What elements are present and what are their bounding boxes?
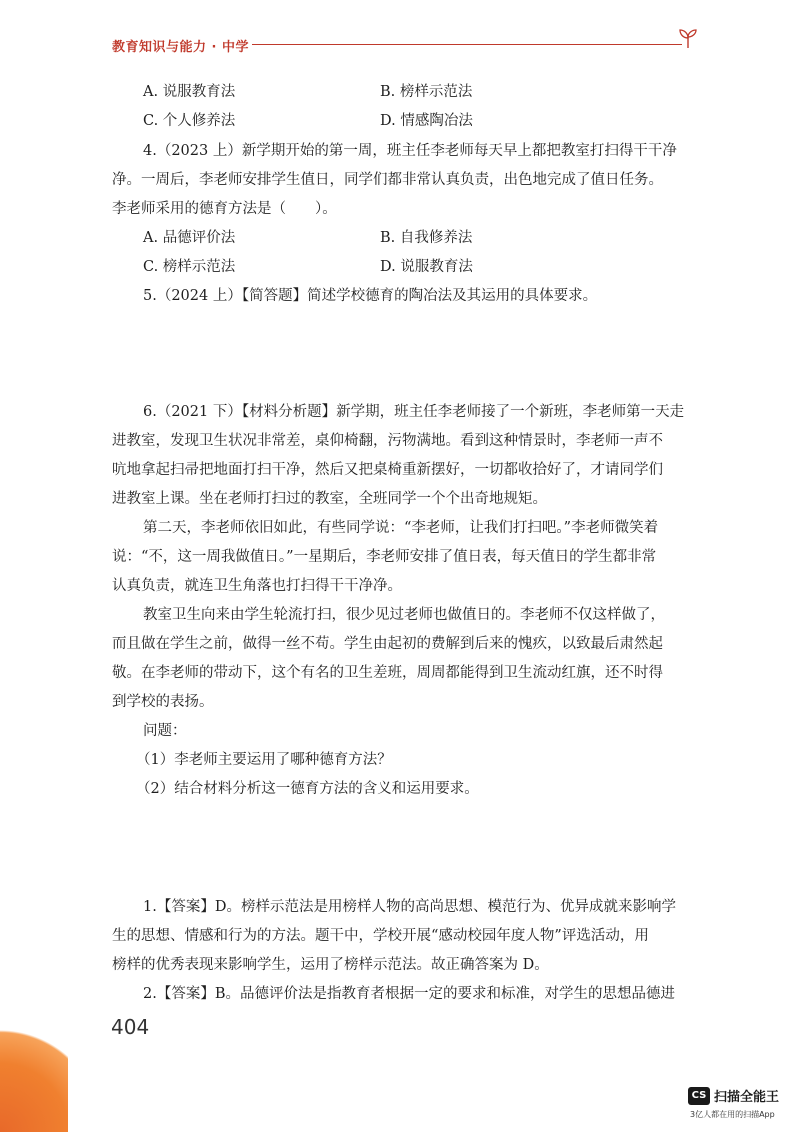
question-6-line: 而且做在学生之前，做得一丝不苟。学生由起初的费解到后来的愧疚，以致最后肃然起 — [112, 636, 663, 652]
question-6-line: 进教室，发现卫生状况非常差，桌仰椅翻，污物满地。看到这种情景时，李老师一声不 — [112, 433, 663, 449]
sprout-icon — [676, 26, 700, 50]
answer-1-line: 1.【答案】D。榜样示范法是用榜样人物的高尚思想、模范行为、优异成就来影响学 — [143, 899, 676, 915]
question-6-line: 到学校的表扬。 — [112, 694, 214, 710]
option-d: D. 说服教育法 — [380, 259, 473, 275]
question-label: 问题： — [143, 723, 187, 739]
question-6-line: 吭地拿起扫帚把地面打扫干净，然后又把桌椅重新摆好，一切都收拾好了，才请同学们 — [112, 462, 663, 478]
option-d: D. 情感陶冶法 — [380, 113, 473, 129]
answer-1-line: 生的思想、情感和行为的方法。题干中，学校开展“感动校园年度人物”评选活动，用 — [112, 928, 649, 944]
question-6-line: 敬。在李老师的带动下，这个有名的卫生差班，周周都能得到卫生流动红旗，还不时得 — [112, 665, 663, 681]
option-b: B. 榜样示范法 — [380, 84, 473, 100]
camscanner-logo-icon: CS — [688, 1087, 710, 1105]
question-4-line: 李老师采用的德育方法是（ ）。 — [112, 201, 337, 217]
page-number: 404 — [111, 1015, 150, 1039]
option-b: B. 自我修养法 — [380, 230, 473, 246]
option-c: C. 榜样示范法 — [143, 259, 236, 275]
answer-2-line: 2.【答案】B。品德评价法是指教育者根据一定的要求和标准，对学生的思想品德进 — [143, 986, 675, 1002]
running-header: 教育知识与能力 · 中学 — [112, 40, 249, 55]
question-6-line: 教室卫生向来由学生轮流打扫，很少见过老师也做值日的。李老师不仅这样做了， — [143, 607, 665, 623]
question-4-line: 净。一周后，李老师安排学生值日，同学们都非常认真负责，出色地完成了值日任务。 — [112, 172, 663, 188]
scanner-app-tagline: 3亿人都在用的扫描App — [690, 1110, 775, 1119]
question-6-line: 第二天，李老师依旧如此，有些同学说：“李老师，让我们打扫吧。”李老师微笑着 — [143, 520, 659, 536]
sub-question: （2）结合材料分析这一德育方法的含义和运用要求。 — [136, 781, 479, 797]
option-a: A. 说服教育法 — [143, 84, 236, 100]
sub-question: （1）李老师主要运用了哪种德育方法？ — [136, 752, 392, 768]
question-6-line: 6.（2021 下）【材料分析题】新学期，班主任李老师接了一个新班，李老师第一天走 — [143, 404, 685, 420]
question-5: 5.（2024 上）【简答题】简述学校德育的陶冶法及其运用的具体要求。 — [143, 288, 598, 304]
option-a: A. 品德评价法 — [143, 230, 236, 246]
header-rule — [252, 44, 682, 45]
question-6-line: 说：“不，这一周我做值日。”一星期后，李老师安排了值日表，每天值日的学生都非常 — [112, 549, 657, 565]
answer-1-line: 榜样的优秀表现来影响学生，运用了榜样示范法。故正确答案为 D。 — [112, 957, 549, 973]
question-4-line: 4.（2023 上）新学期开始的第一周，班主任李老师每天早上都把教室打扫得干干净 — [143, 143, 677, 159]
option-c: C. 个人修养法 — [143, 113, 236, 129]
corner-decoration — [0, 1028, 68, 1132]
question-6-line: 进教室上课。坐在老师打扫过的教室，全班同学一个个出奇地规矩。 — [112, 491, 547, 507]
scanner-app-name: 扫描全能王 — [714, 1090, 780, 1105]
question-6-line: 认真负责，就连卫生角落也打扫得干干净净。 — [112, 578, 402, 594]
